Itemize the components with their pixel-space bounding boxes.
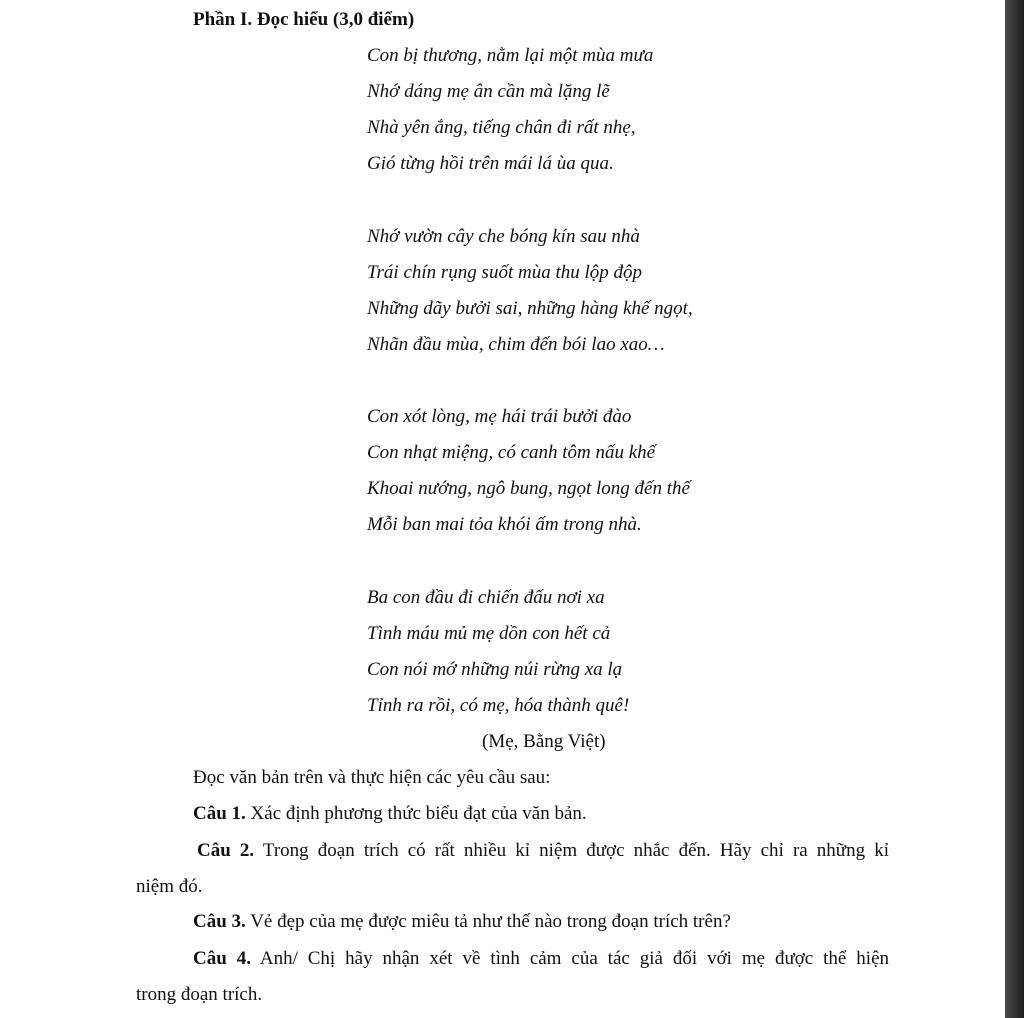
poem-line: Con nhạt miệng, có canh tôm nấu khế bbox=[367, 442, 656, 463]
section-heading: Phần I. Đọc hiểu (3,0 điểm) bbox=[193, 9, 415, 30]
poem-line: Ba con đầu đi chiến đấu nơi xa bbox=[367, 587, 605, 608]
question-4 bbox=[193, 948, 889, 970]
question-label: Câu 1. bbox=[193, 803, 246, 824]
poem-line: Nhãn đầu mùa, chim đến bói lao xao… bbox=[367, 334, 665, 355]
question-label: Câu 3. bbox=[193, 911, 246, 932]
viewer-background bbox=[1005, 0, 1024, 1018]
poem-line: Nhớ vườn cây che bóng kín sau nhà bbox=[367, 226, 640, 247]
question-text: Anh/ Chị hãy nhận xét về tình cảm của tác giả đối với mẹ được thể hiện bbox=[250, 948, 889, 969]
poem-line: Tình máu mủ mẹ dồn con hết cả bbox=[367, 623, 611, 644]
poem-line: Những dãy bưởi sai, những hàng khế ngọt, bbox=[367, 298, 693, 319]
question-text: Trong đoạn trích có rất nhiều kỉ niệm được nhắc đến. Hãy chỉ ra những kỉ bbox=[254, 840, 889, 861]
poem-line: Trái chín rụng suốt mùa thu lộp độp bbox=[367, 262, 642, 283]
poem-line: Nhà yên ắng, tiếng chân đi rất nhẹ, bbox=[367, 117, 636, 138]
question-text: Xác định phương thức biểu đạt của văn bản. bbox=[245, 803, 587, 824]
instruction-text: Đọc văn bản trên và thực hiện các yêu cầu sau: bbox=[193, 767, 551, 788]
question-4-continued: trong đoạn trích. bbox=[136, 984, 263, 1005]
question-label: Câu 4. bbox=[193, 948, 251, 969]
poem-line: Nhớ dáng mẹ ân cần mà lặng lẽ bbox=[367, 81, 610, 102]
question-2-continued: niệm đó. bbox=[136, 876, 203, 897]
poem-line: Con nói mớ những núi rừng xa lạ bbox=[367, 659, 623, 680]
poem-line: Mỗi ban mai tỏa khói ấm trong nhà. bbox=[367, 514, 642, 535]
poem-line: Gió từng hồi trên mái lá ùa qua. bbox=[367, 153, 614, 174]
poem-line: Con bị thương, nằm lại một mùa mưa bbox=[367, 45, 654, 66]
poem-line: Con xót lòng, mẹ hái trái bưởi đào bbox=[367, 406, 632, 427]
question-label: Câu 2. bbox=[197, 840, 255, 861]
question-3 bbox=[193, 911, 731, 933]
poem-line: Khoai nướng, ngô bung, ngọt long đến thế bbox=[367, 478, 690, 499]
question-2 bbox=[197, 840, 889, 862]
question-1 bbox=[193, 803, 587, 825]
question-text: Vẻ đẹp của mẹ được miêu tả như thế nào trong đoạn trích trên? bbox=[245, 911, 731, 932]
poem-source: (Mẹ, Bằng Việt) bbox=[482, 731, 606, 752]
poem-line: Tỉnh ra rồi, có mẹ, hóa thành quê! bbox=[367, 695, 630, 716]
